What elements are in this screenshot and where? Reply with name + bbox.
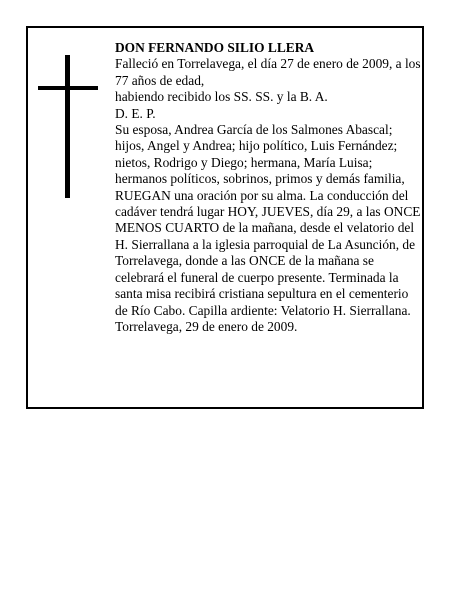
place-and-date: Torrelavega, 29 de enero de 2009. xyxy=(115,318,298,334)
rip-line: D. E. P. xyxy=(115,105,156,121)
deceased-name: DON FERNANDO SILIO LLERA xyxy=(115,40,315,55)
family-and-funeral-details: Su esposa, Andrea García de los Salmones Abascal; hijos, Angel y Andrea; hijo político, Luis Fernández; nietos, Rodrigo y Diego; hermana, María Luisa; hermanos políticos, sobrinos, primos y demás familia, RUEGAN una oración por su alma. La conducción del cadáver tendrá lugar HOY, JUEVES, día 29, a las ONCE MENOS CUARTO de la mañana, desde el velatorio del H. Sierrallana a la iglesia parroquial de La Asunción, de Torrelavega, donde a las ONCE de la mañana se celebrará el funeral de cuerpo presente. Terminada la santa misa recibirá cristiana sepultura en el cementerio de Río Cabo. Capilla ardiente: Velatorio H. Sierrallana. xyxy=(115,122,421,318)
cross-vertical-bar xyxy=(65,55,70,198)
cross-horizontal-bar xyxy=(38,86,98,90)
death-statement: Falleció en Torrelavega, el día 27 de enero de 2009, a los 77 años de edad, xyxy=(115,56,421,88)
sacraments-statement: habiendo recibido los SS. SS. y la B. A. xyxy=(115,89,328,105)
obituary-text xyxy=(115,40,422,335)
cross-icon xyxy=(38,55,98,198)
obituary-notice xyxy=(26,26,424,409)
